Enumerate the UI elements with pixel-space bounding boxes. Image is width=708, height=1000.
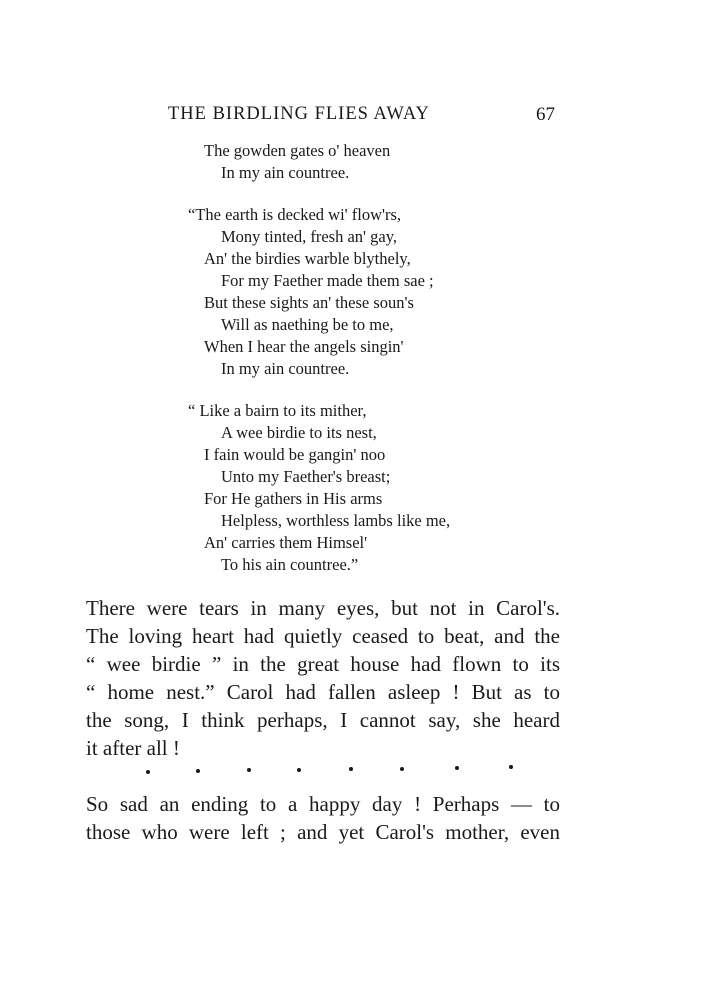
verse-line: I fain would be gangin' noo (204, 445, 386, 464)
prose-line: those who were left ; and yet Carol's mother, even (86, 820, 560, 844)
verse-line: Will as naething be to me, (221, 315, 394, 334)
ellipsis-dot (146, 770, 150, 774)
ellipsis-dot (247, 768, 251, 772)
prose-line: The loving heart had quietly ceased to beat, and the (86, 624, 560, 648)
verse-line: Helpless, worthless lambs like me, (221, 511, 451, 530)
verse-line: Unto my Faether's breast; (221, 467, 391, 486)
verse-line: An' the birdies warble blythely, (204, 249, 411, 268)
verse-line: To his ain countree.” (221, 555, 359, 574)
page-number: 67 (536, 104, 555, 125)
verse-line: But these sights an' these soun's (204, 293, 414, 312)
verse-line: Mony tinted, fresh an' gay, (221, 227, 398, 246)
ellipsis-dot (400, 767, 404, 771)
verse-line: In my ain countree. (221, 359, 350, 378)
verse-line: The gowden gates o' heaven (204, 141, 391, 160)
verse-line: In my ain countree. (221, 163, 350, 182)
ellipsis-dot (455, 766, 459, 770)
running-head: THE BIRDLING FLIES AWAY (168, 104, 430, 124)
prose-line: So sad an ending to a happy day ! Perhaps — to (86, 792, 560, 816)
ellipsis-dot (349, 767, 353, 771)
ellipsis-dot (509, 765, 513, 769)
prose-line: There were tears in many eyes, but not in Carol's. (86, 596, 560, 620)
verse-line: “The earth is decked wi' flow'rs, (188, 205, 402, 224)
prose-line: “ home nest.” Carol had fallen asleep ! But as to (86, 680, 560, 704)
ellipsis-dot (196, 769, 200, 773)
verse-line: For He gathers in His arms (204, 489, 383, 508)
verse-line: A wee birdie to its nest, (221, 423, 377, 442)
ellipsis-dot (297, 768, 301, 772)
prose-line: it after all ! (86, 736, 180, 760)
prose-line: “ wee birdie ” in the great house had flown to its (86, 652, 560, 676)
verse-line: For my Faether made them sae ; (221, 271, 434, 290)
page-header (0, 104, 708, 128)
verse-line: “ Like a bairn to its mither, (188, 401, 367, 420)
verse-line: An' carries them Himsel' (204, 533, 368, 552)
verse-line: When I hear the angels singin' (204, 337, 404, 356)
prose-line: the song, I think perhaps, I cannot say, she heard (86, 708, 560, 732)
section-break-dots (0, 764, 708, 774)
